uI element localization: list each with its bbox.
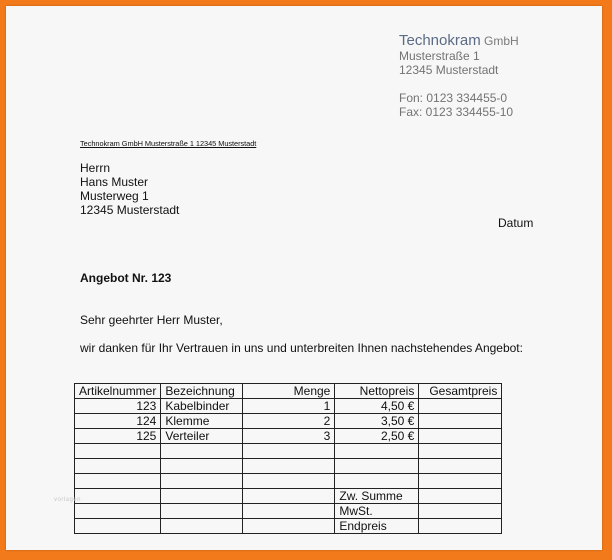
empty-cell — [419, 474, 502, 489]
sender-phone: Fon: 0123 334455-0 — [399, 91, 508, 105]
cell-quantity: 3 — [243, 429, 335, 444]
empty-cell — [75, 504, 161, 519]
greeting: Sehr geehrter Herr Muster, — [80, 313, 223, 327]
table-row — [75, 429, 502, 444]
letter-page — [6, 6, 602, 550]
header-quantity: Menge — [243, 384, 335, 399]
empty-cell — [243, 489, 335, 504]
date-label: Datum — [498, 216, 534, 230]
cell-article-number: 123 — [75, 399, 161, 414]
empty-cell — [161, 504, 243, 519]
summary-row-vat — [75, 504, 502, 519]
empty-cell — [75, 519, 161, 534]
empty-cell — [243, 444, 335, 459]
empty-cell — [335, 474, 419, 489]
header-net-price: Nettopreis — [335, 384, 419, 399]
header-total-price: Gesamtpreis — [419, 384, 502, 399]
company-suffix: GmbH — [484, 34, 519, 48]
empty-cell — [243, 459, 335, 474]
cell-total-price — [419, 414, 502, 429]
cell-net-price: 3,50 € — [335, 414, 419, 429]
cell-quantity: 1 — [243, 399, 335, 414]
cell-article-number: 124 — [75, 414, 161, 429]
summary-row-total — [75, 519, 502, 534]
subject-line: Angebot Nr. 123 — [80, 271, 172, 285]
subtotal-value — [419, 489, 502, 504]
sender-fax: Fax: 0123 334455-10 — [399, 105, 514, 119]
empty-cell — [161, 459, 243, 474]
header-article-number: Artikelnummer — [75, 384, 161, 399]
total-value — [419, 519, 502, 534]
recipient-salutation: Herrn — [80, 161, 111, 175]
table-row-empty — [75, 459, 502, 474]
offer-table — [74, 383, 502, 534]
intro-text: wir danken für Ihr Vertrauen in uns und unterbreiten Ihnen nachstehendes Angebot: — [80, 341, 523, 355]
watermark: vorlagen — [54, 497, 82, 503]
empty-cell — [419, 444, 502, 459]
empty-cell — [243, 474, 335, 489]
company-name: Technokram — [399, 32, 481, 49]
summary-row-subtotal — [75, 489, 502, 504]
cell-description: Verteiler — [161, 429, 243, 444]
empty-cell — [75, 459, 161, 474]
spacer — [399, 77, 519, 91]
recipient-city: 12345 Musterstadt — [80, 203, 180, 217]
recipient-address — [80, 161, 179, 217]
table-row — [75, 414, 502, 429]
cell-net-price: 4,50 € — [335, 399, 419, 414]
subtotal-label: Zw. Summe — [335, 489, 419, 504]
return-address-line: Technokram GmbH Musterstraße 1 12345 Musterstadt — [80, 139, 257, 148]
sender-city: 12345 Musterstadt — [399, 63, 499, 77]
table-row — [75, 399, 502, 414]
recipient-street: Musterweg 1 — [80, 189, 149, 203]
recipient-name: Hans Muster — [80, 175, 149, 189]
cell-total-price — [419, 399, 502, 414]
empty-cell — [75, 489, 161, 504]
empty-cell — [75, 444, 161, 459]
empty-cell — [161, 444, 243, 459]
total-label: Endpreis — [335, 519, 419, 534]
header-description: Bezeichnung — [161, 384, 243, 399]
vat-value — [419, 504, 502, 519]
empty-cell — [161, 489, 243, 504]
empty-cell — [243, 504, 335, 519]
cell-description: Kabelbinder — [161, 399, 243, 414]
sender-street: Musterstraße 1 — [399, 49, 480, 63]
table-row-empty — [75, 474, 502, 489]
cell-article-number: 125 — [75, 429, 161, 444]
company-line — [399, 34, 519, 48]
cell-description: Klemme — [161, 414, 243, 429]
vat-label: MwSt. — [335, 504, 419, 519]
empty-cell — [161, 474, 243, 489]
cell-net-price: 2,50 € — [335, 429, 419, 444]
empty-cell — [243, 519, 335, 534]
empty-cell — [161, 519, 243, 534]
table-header-row — [75, 384, 502, 399]
sender-block — [399, 34, 519, 119]
cell-quantity: 2 — [243, 414, 335, 429]
cell-total-price — [419, 429, 502, 444]
empty-cell — [419, 459, 502, 474]
empty-cell — [335, 444, 419, 459]
table-row-empty — [75, 444, 502, 459]
empty-cell — [335, 459, 419, 474]
empty-cell — [75, 474, 161, 489]
